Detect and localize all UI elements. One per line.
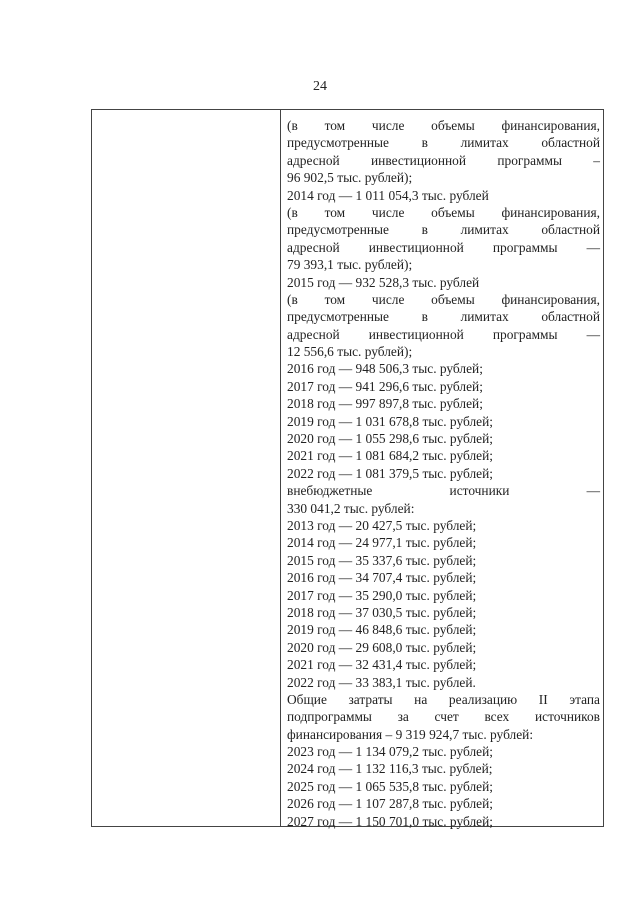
word: предусмотренные [287,135,389,151]
word: лимитах [460,309,509,325]
word: этапа [569,691,600,707]
word: программы [497,152,562,168]
text-line: 2025 год — 1 065 535,8 тыс. рублей; [287,778,493,794]
text-line: 2020 год — 1 055 298,6 тыс. рублей; [287,431,493,447]
text-line: 2014 год — 1 011 054,3 тыс. рублей [287,187,489,203]
word: областной [541,222,600,238]
word: том [324,204,346,220]
word: инвестиционной [371,152,467,168]
word: предусмотренные [287,222,389,238]
text-line: 96 902,5 тыс. рублей); [287,170,413,186]
text-line: 2021 год — 1 081 684,2 тыс. рублей; [287,448,493,464]
text-line: 12 556,6 тыс. рублей); [287,344,413,360]
word: областной [541,135,600,151]
table-cell-content [287,117,600,830]
word: лимитах [460,135,509,151]
word: числе [371,291,405,307]
word: (в [287,204,298,220]
text-line: 2022 год — 1 081 379,5 тыс. рублей; [287,465,493,481]
word: в [421,135,428,151]
word: — [586,326,600,342]
word: II [538,691,548,707]
text-line: 2016 год — 34 707,4 тыс. рублей; [287,570,477,586]
word: в [421,309,428,325]
word: всех [484,709,510,725]
text-line: 2021 год — 32 431,4 тыс. рублей; [287,657,477,673]
text-line: 2014 год — 24 977,1 тыс. рублей; [287,535,477,551]
text-line: 2019 год — 1 031 678,8 тыс. рублей; [287,413,493,429]
word: программы [492,239,558,255]
text-line: 2018 год — 997 897,8 тыс. рублей; [287,396,483,412]
word: затраты [348,691,393,707]
word: лимитах [460,222,509,238]
text-line: финансирования – 9 319 924,7 тыс. рублей: [287,726,534,742]
word: финансирования, [501,204,600,220]
word: в [421,222,428,238]
word: предусмотренные [287,309,389,325]
text-line [287,117,600,134]
word: объемы [431,204,475,220]
text-line [287,152,600,169]
word: на [414,691,428,707]
word: внебюджетные [287,483,373,499]
text-line: 2016 год — 948 506,3 тыс. рублей; [287,361,483,377]
text-line: 330 041,2 тыс. рублей: [287,500,415,516]
text-line [287,239,600,256]
word: – [593,152,600,168]
word: источников [534,709,600,725]
text-line [287,134,600,151]
word: том [324,118,346,133]
text-line [287,308,600,325]
word: том [324,291,346,307]
text-line: 2027 год — 1 150 701,0 тыс. рублей; [287,813,493,829]
word: адресной [287,239,340,255]
word: (в [287,291,298,307]
text-line: 2026 год — 1 107 287,8 тыс. рублей; [287,796,493,812]
word: адресной [287,152,340,168]
text-line [287,291,600,308]
text-line: 2015 год — 932 528,3 тыс. рублей [287,274,480,290]
word: числе [371,118,405,133]
text-line: 2017 год — 941 296,6 тыс. рублей; [287,378,483,394]
word: программы [492,326,558,342]
word: финансирования, [501,118,600,133]
text-line: 2020 год — 29 608,0 тыс. рублей; [287,639,477,655]
text-line [287,326,600,343]
word: инвестиционной [368,326,464,342]
word: адресной [287,326,340,342]
text-line: 2018 год — 37 030,5 тыс. рублей; [287,604,477,620]
text-line: 2019 год — 46 848,6 тыс. рублей; [287,622,477,638]
text-line: 2013 год — 20 427,5 тыс. рублей; [287,517,477,533]
table [91,109,604,827]
page-number: 24 [313,79,327,94]
text-line: 2023 год — 1 134 079,2 тыс. рублей; [287,744,493,760]
word: инвестиционной [368,239,464,255]
word: — [586,239,600,255]
text-line [287,482,600,499]
text-line: 2024 год — 1 132 116,3 тыс. рублей; [287,761,493,777]
text-line [287,221,600,238]
word: счет [434,709,459,725]
word: числе [371,204,405,220]
word: областной [541,309,600,325]
word: — [586,483,600,499]
text-line: 2022 год — 33 383,1 тыс. рублей. [287,674,476,690]
word: Общие [287,691,327,707]
text-line: 79 393,1 тыс. рублей); [287,257,413,273]
word: реализацию [448,691,518,707]
word: финансирования, [501,291,600,307]
word: за [397,709,409,725]
word: источники [449,483,510,499]
word: объемы [431,118,475,133]
text-line: 2015 год — 35 337,6 тыс. рублей; [287,552,477,568]
word: (в [287,118,298,133]
text-line: 2017 год — 35 290,0 тыс. рублей; [287,587,477,603]
text-line [287,204,600,221]
text-line [287,691,600,708]
word: подпрограммы [287,709,372,725]
word: объемы [431,291,475,307]
text-line [287,708,600,725]
column-divider [280,110,281,826]
